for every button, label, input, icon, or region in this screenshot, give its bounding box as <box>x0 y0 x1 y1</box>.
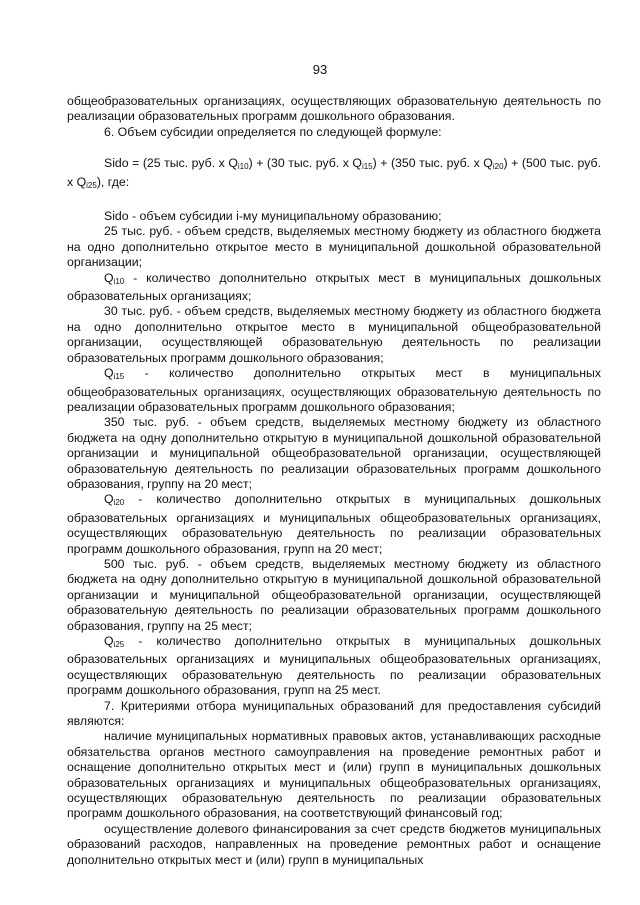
definition-q-i25: $Q_{i25}$ - количество дополнительно открытых в муниципальных дошкольных образовательных организациях и муниципальных общеобразовательных организациях, осуществляющих образовательную деятельность по реализации образовательных программ дошкольного образования, групп на 25 мест. <box>67 634 601 698</box>
lead-fragment: общеобразовательных организациях, осуществляющих образовательную деятельность по реализации образовательных программ дошкольного образования. <box>67 94 601 124</box>
definition-q-i20: $Q_{i20}$ - количество дополнительно открытых в муниципальных дошкольных образовательных организациях и муниципальных общеобразовательных организациях, осуществляющих образовательную деятельность по реализации образовательных программ дошкольного образования, групп на 20 мест; <box>67 492 601 556</box>
definition-500k: 500 тыс. руб. - объем средств, выделяемых местному бюджету из областного бюджета на одну дополнительно открытую в муниципальной дошкольной образовательной организации и муниципальной общеобразовательной организации, осуществляющей образовательную деятельность по реализации образовательных программ дошкольного образования, группу на 25 мест; <box>67 556 601 633</box>
document-body <box>67 94 601 868</box>
item7-heading: 7. Критериями отбора муниципальных образований для предоставления субсидий являются: <box>67 698 601 729</box>
definition-q-i15: $Q_{i15}$ - количество дополнительно открытых мест в муниципальных общеобразовательных организациях, осуществляющих образовательную деятельность по реализации образовательных программ дошкольного образования; <box>67 366 601 414</box>
definition-30k: 30 тыс. руб. - объем средств, выделяемых местному бюджету из областного бюджета на одно дополнительно открытое место в муниципальной общеобразовательной организации, осуществляющей образовательную деятельность по реализации образовательных программ дошкольного образования; <box>67 304 601 365</box>
criterion-cofinancing: осуществление долевого финансирования за счет средств бюджетов муниципальных образований расходов, направленных на проведение ремонтных работ и оснащение дополнительно открытых мест и (или) групп в муниципальных <box>67 821 601 867</box>
definition-25k: 25 тыс. руб. - объем средств, выделяемых местному бюджету из областного бюджета на одно дополнительно открытое место в муниципальной дошкольной образовательной организации; <box>67 224 601 270</box>
subsidy-formula: Sido = (25 тыс. руб. х $Q_{i10}) + (30$ тыс. руб. х $Q_{i15}) + (350$ тыс. руб. х $Q_{i20}) + (500$ тыс. руб. х $Q_{i25}$), где: <box>67 156 601 190</box>
criterion-legal-acts: наличие муниципальных нормативных правовых актов, устанавливающих расходные обязательства органов местного самоуправления на проведение ремонтных работ и оснащение дополнительно открытых мест и (или) групп в муниципальных дошкольных образовательных организациях и муниципальных общеобразовательных организациях, осуществляющих образовательную деятельность по реализации образовательных программ дошкольного образования, на соответствующий финансовый год; <box>67 729 601 821</box>
item6-heading: 6. Объем субсидии определяется по следующей формуле: <box>104 124 442 139</box>
definition-q-i10: $Q_{i10}$ - количество дополнительно открытых мест в муниципальных дошкольных образовательных организациях; <box>67 270 601 304</box>
page-number: 93 <box>312 62 328 77</box>
definition-sido: Sido - объем субсидии i-му муниципальному образованию; <box>104 209 442 224</box>
definition-350k: 350 тыс. руб. - объем средств, выделяемых местному бюджету из областного бюджета на одну дополнительно открытую в муниципальной дошкольной образовательной организации и муниципальной общеобразовательной организации, осуществляющей образовательную деятельность по реализации образовательных программ дошкольного образования, группу на 20 мест; <box>67 415 601 491</box>
